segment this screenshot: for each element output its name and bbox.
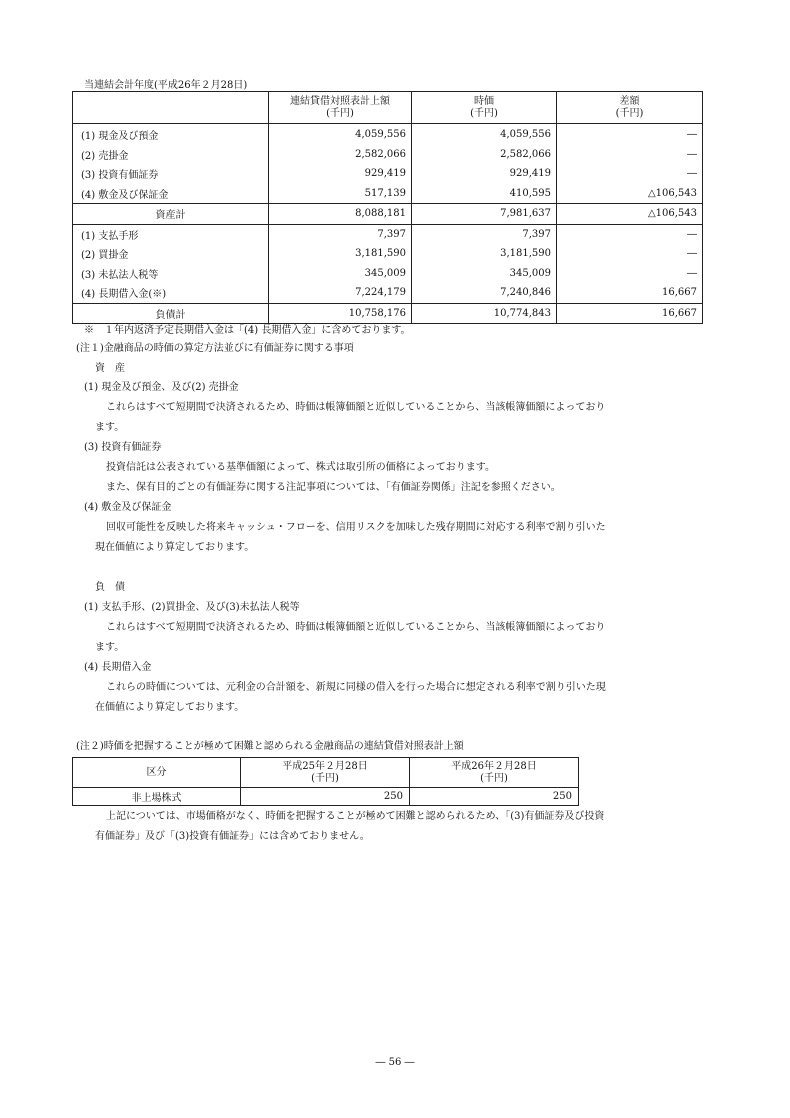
unlisted-stock-table (72, 757, 579, 806)
assets-item1-body: これらはすべて短期間で決済されるため、時価は帳簿価額と近似していることから、当該帳簿価額によっており (106, 402, 606, 413)
note1-title: (注１)金融商品の時価の算定方法並びに有価証券に関する事項 (76, 343, 354, 354)
liab-item1-heading: (1) 支払手形、(2)買掛金、及び(3)未払法人税等 (84, 602, 300, 613)
table-header-row (73, 758, 579, 788)
liabilities-total-row: 負債計 10,758,176 10,774,843 16,667 (73, 303, 703, 324)
header-fair-value: 時価 (千円) (412, 92, 557, 124)
header-difference: 差額 (千円) (557, 92, 703, 124)
assets-item3-body2: また、保有目的ごとの有価証券に関する注記事項については、「有価証券関係」注記を参照ください。 (106, 482, 561, 493)
assets-heading: 資 産 (95, 363, 125, 374)
liabilities-heading: 負 債 (95, 582, 125, 593)
liab-item4-body-cont: 在価値により算定しております。 (95, 702, 245, 713)
liab-item1-body-cont: ます。 (95, 642, 125, 653)
table-row: (4) 長期借入金(※) 7,224,179 7,240,846 16,667 (73, 283, 703, 303)
closing-note: 上記については、市場価格がなく、時価を把握することが極めて困難と認められるため、「(3)有価証券及び投資 (106, 811, 605, 822)
table-row: 非上場株式 250 250 (73, 788, 579, 806)
header-category: 区分 (73, 758, 241, 788)
assets-item3-body: 投資信託は公表されている基準価額によって、株式は取引所の価格によっております。 (106, 462, 495, 473)
table-row: (2) 買掛金 3,181,590 3,181,590 ― (73, 244, 703, 264)
table-row: (1) 支払手形 7,397 7,397 ― (73, 224, 703, 244)
liab-item4-heading: (4) 長期借入金 (84, 662, 152, 673)
table-caption: 当連結会計年度(平成26年２月28日) (84, 80, 248, 91)
table-header-row (73, 92, 703, 124)
liab-item1-body: これらはすべて短期間で決済されるため、時価は帳簿価額と近似していることから、当該帳簿価額によっており (106, 622, 606, 633)
header-curr-year: 平成26年２月28日 (千円) (410, 758, 579, 788)
footnote-star: ※ １年内返済予定長期借入金は「(4) 長期借入金」に含めております。 (84, 325, 411, 336)
assets-total-row: 資産計 8,088,181 7,981,637 △106,543 (73, 204, 703, 225)
table-row: (2) 売掛金 2,582,066 2,582,066 ― (73, 145, 703, 165)
note2-title: (注２)時価を把握することが極めて困難と認められる金融商品の連結貸借対照表計上額 (76, 741, 464, 752)
table-row: (3) 未払法人税等 345,009 345,009 ― (73, 264, 703, 284)
assets-item4-body-cont: 現在価値により算定しております。 (95, 542, 255, 553)
header-blank (73, 92, 269, 124)
header-prev-year: 平成25年２月28日 (千円) (241, 758, 410, 788)
assets-item1-body-cont: ます。 (95, 422, 125, 433)
assets-item1-heading: (1) 現金及び預金、及び(2) 売掛金 (84, 382, 239, 393)
table-row: (3) 投資有価証券 929,419 929,419 ― (73, 164, 703, 184)
table-row: (4) 敷金及び保証金 517,139 410,595 △106,543 (73, 184, 703, 204)
assets-item4-body: 回収可能性を反映した将来キャッシュ・フローを、信用リスクを加味した残存期間に対応する利率で割り引いた (106, 522, 606, 533)
assets-item4-heading: (4) 敷金及び保証金 (84, 502, 172, 513)
liab-item4-body: これらの時価については、元利金の合計額を、新規に同様の借入を行った場合に想定される利率で割り引いた現 (106, 682, 606, 693)
assets-item3-heading: (3) 投資有価証券 (84, 442, 162, 453)
header-book-value: 連結貸借対照表計上額 (千円) (269, 92, 412, 124)
table-row: (1) 現金及び預金 4,059,556 4,059,556 ― (73, 124, 703, 145)
fair-value-table (72, 91, 703, 324)
page-number: ― 56 ― (375, 1057, 415, 1068)
closing-note-cont: 有価証券」及び「(3)投資有価証券」には含めておりません。 (95, 831, 370, 842)
